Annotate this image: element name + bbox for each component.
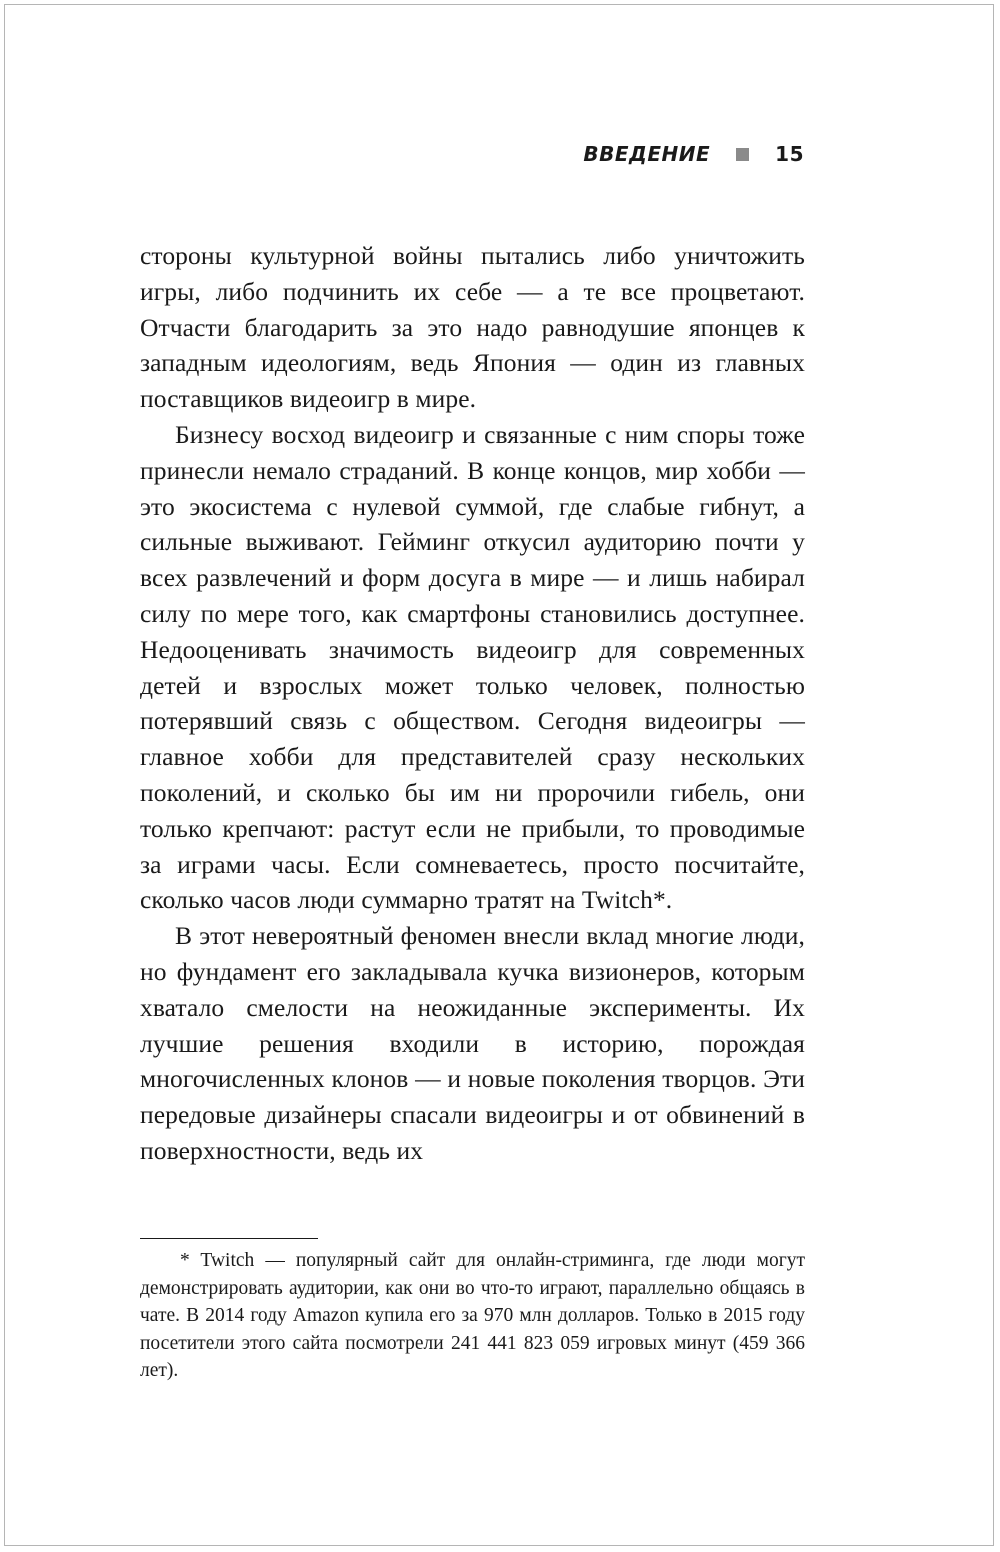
section-title: ВВЕДЕНИЕ	[583, 142, 711, 166]
running-header	[583, 142, 804, 166]
footnote	[140, 1247, 805, 1385]
body-text	[140, 238, 805, 1169]
footnote-divider	[140, 1238, 318, 1239]
paragraph: В этот невероятный феномен внесли вклад многие люди, но фундамент его закладывала кучка визионеров, которым хватало смелости на неожиданные эксперименты. Их лучшие решения входили в историю, порождая многочисленных клонов — и новые поколения творцов. Эти передовые дизайнеры спасали видеоигры и от обвинений в поверхностности, ведь их	[140, 921, 805, 1165]
square-separator-icon	[736, 148, 749, 161]
footnote-text: * Twitch — популярный сайт для онлайн-стриминга, где люди могут демонстрировать аудитории, как они во что-то играют, параллельно общаясь в чате. В 2014 году Amazon купила его за 970 млн долларов. Только в 2015 году посетители этого сайта посмотрели 241 441 823 059 игровых минут (459 366 лет).	[140, 1250, 805, 1381]
paragraph: стороны культурной войны пытались либо уничтожить игры, либо подчинить их себе — а те все процветают. Отчасти благодарить за это надо равнодушие японцев к западным идеологиям, ведь Япония — один из главных поставщиков видеоигр в мире.	[140, 241, 805, 414]
page-number: 15	[775, 142, 804, 166]
paragraph: Бизнесу восход видеоигр и связанные с ним споры тоже принесли немало страданий. В конце концов, мир хобби — это экосистема с нулевой суммой, где слабые гибнут, а сильные выживают. Гейминг откусил аудиторию почти у всех развлечений и форм досуга в мире — и лишь набирал силу по мере того, как смартфоны становились доступнее. Недооценивать значимость видеоигр для современных детей и взрослых может только человек, полностью потерявший связь с обществом. Сегодня видеоигры — главное хобби для представителей сразу нескольких поколений, и сколько бы им ни пророчили гибель, они только крепчают: растут если не прибыли, то проводимые за играми часы. Если сомневаетесь, просто посчитайте, сколько часов люди суммарно тратят на Twitch*.	[140, 419, 805, 915]
